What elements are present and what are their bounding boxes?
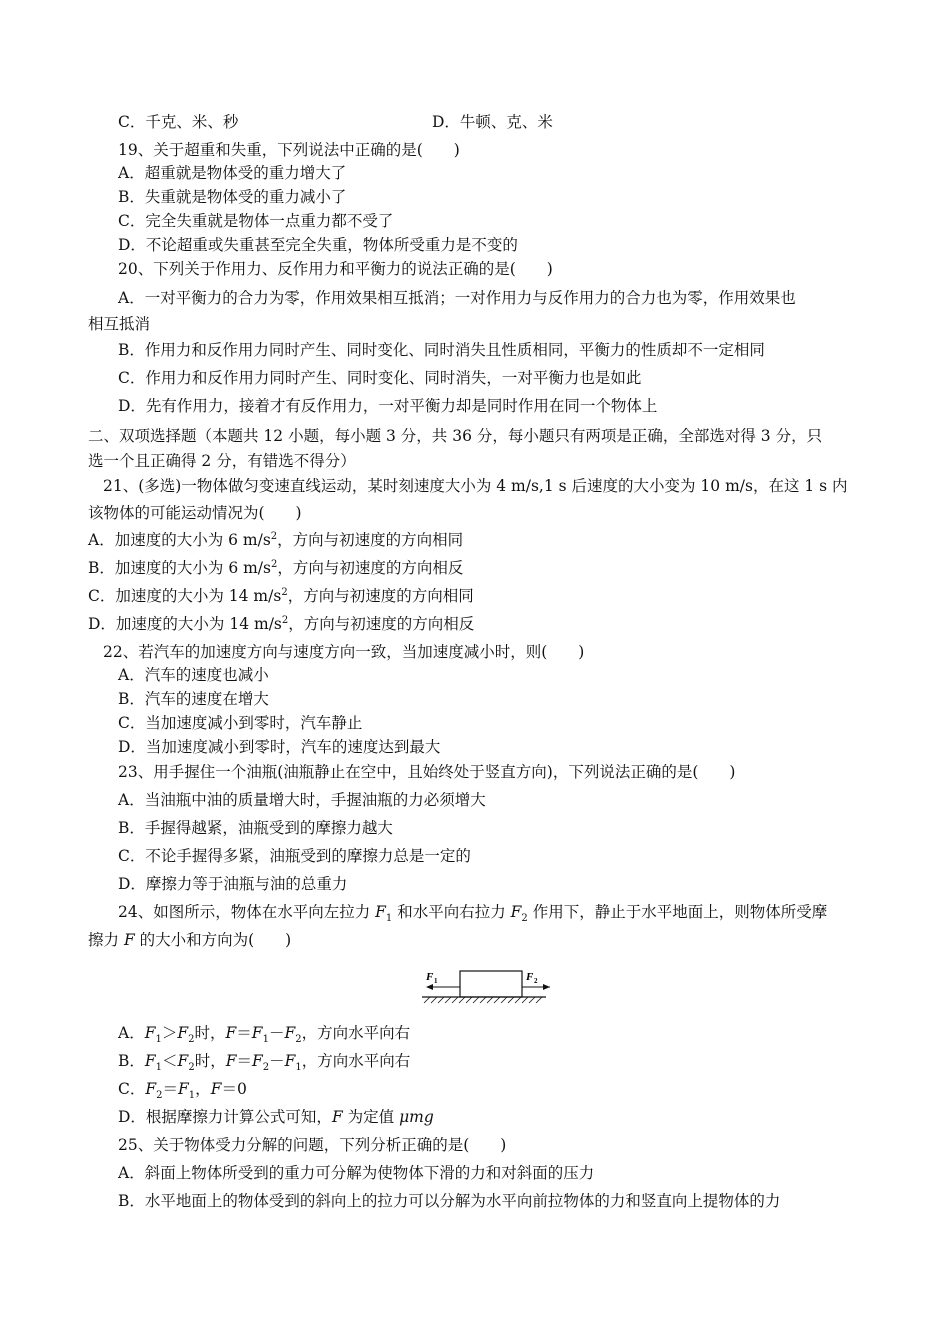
q21-option-c: C．加速度的大小为 14 $m/s^2$，方向与初速度的方向相同 — [88, 586, 474, 605]
q21-option-a: A．加速度的大小为 6 $m/s^2$，方向与初速度的方向相同 — [88, 530, 464, 549]
q25-option-a: A．斜面上物体所受到的重力可分解为使物体下滑的力和对斜面的压力 — [118, 1164, 595, 1182]
q23-stem: 23、用手握住一个油瓶(油瓶静止在空中，且始终处于竖直方向)，下列说法正确的是( ) — [118, 763, 736, 781]
f1-arrow-head — [426, 984, 433, 990]
f2-label-sub: 2 — [534, 977, 538, 985]
q22-option-d: D．当加速度减小到零时，汽车的速度达到最大 — [118, 738, 441, 756]
f1-label-sub: 1 — [434, 977, 438, 985]
q19-option-a: A．超重就是物体受的重力增大了 — [118, 164, 347, 182]
q20-option-b: B．作用力和反作用力同时产生、同时变化、同时消失且性质相同，平衡力的性质却不一定相同 — [118, 341, 765, 359]
f1-label: F — [426, 971, 434, 983]
q19-option-c: C．完全失重就是物体一点重力都不受了 — [118, 212, 394, 230]
q24-option-b: B．$F_1<F_2$时，$F=F_2-F_1$，方向水平向右 — [118, 1052, 411, 1074]
q19-stem: 19、关于超重和失重，下列说法中正确的是( ) — [118, 141, 460, 159]
force-diagram-svg — [418, 965, 550, 1015]
q20-option-c: C．作用力和反作用力同时产生、同时变化、同时消失，一对平衡力也是如此 — [118, 369, 642, 387]
q22-option-c: C．当加速度减小到零时，汽车静止 — [118, 714, 363, 732]
q22-option-a: A．汽车的速度也减小 — [118, 666, 269, 684]
q19-option-b: B．失重就是物体受的重力减小了 — [118, 188, 347, 206]
q25-option-b: B．水平地面上的物体受到的斜向上的拉力可以分解为水平向前拉物体的力和竖直向上提物体的力 — [118, 1192, 781, 1210]
q21-option-b: B．加速度的大小为 6 $m/s^2$，方向与初速度的方向相反 — [88, 558, 464, 577]
ground-hatching — [424, 997, 542, 1003]
q18-option-c: C．千克、米、秒 — [118, 113, 239, 131]
q24-stem-line2: 擦力 F 的大小和方向为( ) — [88, 931, 292, 949]
q22-option-b: B．汽车的速度在增大 — [118, 690, 269, 708]
q20-option-a-line1: A．一对平衡力的合力为零，作用效果相互抵消；一对作用力与反作用力的合力也为零，作用效果也 — [118, 289, 796, 307]
q21-option-d: D．加速度的大小为 14 $m/s^2$，方向与初速度的方向相反 — [88, 614, 475, 633]
section2-heading-line2: 选一个且正确得 2 分，有错选不得分） — [88, 452, 356, 470]
q24-force-diagram — [418, 965, 550, 1021]
f2-label: F — [526, 971, 534, 983]
q23-option-a: A．当油瓶中油的质量增大时，手握油瓶的力必须增大 — [118, 791, 486, 809]
q21-stem-line1: 21、(多选)一物体做匀变速直线运动，某时刻速度大小为 4 m/s,1 s 后速度的大小变为 10 m/s，在这 1 s 内 — [103, 477, 848, 495]
q25-stem: 25、关于物体受力分解的问题，下列分析正确的是( ) — [118, 1136, 507, 1154]
q23-option-d: D．摩擦力等于油瓶与油的总重力 — [118, 875, 348, 893]
q22-stem: 22、若汽车的加速度方向与速度方向一致，当加速度减小时，则( ) — [103, 643, 585, 661]
q20-stem: 20、下列关于作用力、反作用力和平衡力的说法正确的是( ) — [118, 260, 553, 278]
section2-heading-line1: 二、双项选择题（本题共 12 小题，每小题 3 分，共 36 分，每小题只有两项是正确，全部选对得 3 分，只 — [88, 427, 823, 445]
q24-stem-line1: 24、如图所示，物体在水平向左拉力 $F_1$ 和水平向右拉力 $F_2$ 作用下，静止于水平地面上，则物体所受摩 — [118, 903, 828, 925]
q24-option-c: C．$F_2=F_1$，F＝0 — [118, 1080, 247, 1102]
q24-option-a: A．$F_1>F_2$时，$F=F_1-F_2$，方向水平向右 — [118, 1024, 411, 1046]
f2-arrow-head — [543, 984, 550, 990]
q18-option-d: D．牛顿、克、米 — [432, 113, 553, 131]
q20-option-a-line2: 相互抵消 — [88, 315, 151, 333]
q23-option-c: C．不论手握得多紧，油瓶受到的摩擦力总是一定的 — [118, 847, 471, 865]
q19-option-d: D．不论超重或失重甚至完全失重，物体所受重力是不变的 — [118, 236, 518, 254]
q23-option-b: B．手握得越紧，油瓶受到的摩擦力越大 — [118, 819, 393, 837]
q21-stem-line2: 该物体的可能运动情况为( ) — [88, 504, 302, 522]
q24-option-d: D．根据摩擦力计算公式可知，F 为定值 μmg — [118, 1108, 434, 1126]
q20-option-d: D．先有作用力，接着才有反作用力，一对平衡力却是同时作用在同一个物体上 — [118, 397, 658, 415]
block-rect — [460, 971, 522, 997]
